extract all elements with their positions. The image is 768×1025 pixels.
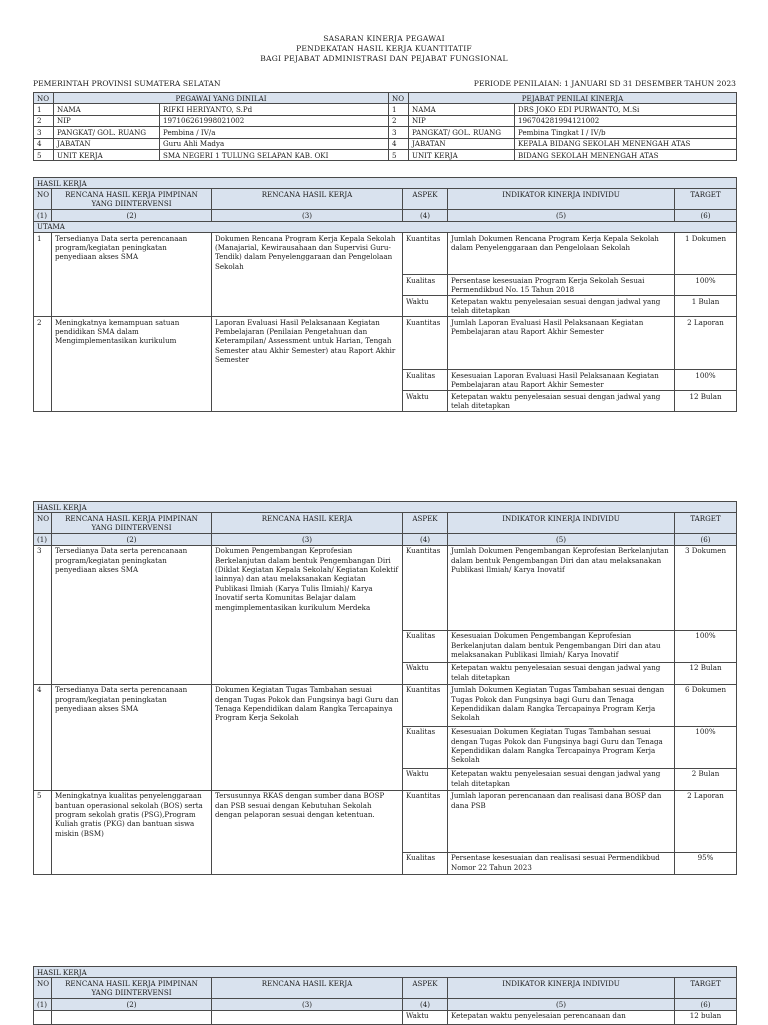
- row-label: JABATAN: [409, 138, 515, 149]
- item-rencana: Laporan Evaluasi Hasil Pelaksanaan Kegiatan Pembelajaran (Penilaian Pengetahuan dan Keterampilan/ Assessment untuk Harian, Tengah Semester atau Akhir Semester) atau Raport Akhir Semester: [212, 317, 403, 412]
- hasil-kerja-table-3: [33, 966, 737, 1025]
- col-aspek-header: ASPEK: [403, 513, 448, 534]
- column-number: (3): [212, 210, 403, 221]
- item-rencana: Dokumen Pengembangan Keprofesian Berkelanjutan dalam bentuk Pengembangan Diri (Diklat Kegiatan Kepala Sekolah/ Kegiatan Kolektif lainnya) dan atau melaksanakan Kegiatan Publikasi Ilmiah (Karya Tulis Ilmiah)/ Karya Inovatif serta Komunitas Belajar dalam mengimplementasikan kurikulum Merdeka: [212, 545, 403, 684]
- column-number: (3): [212, 999, 403, 1010]
- hasil-kerja-section-row: [34, 178, 737, 189]
- column-number: (1): [34, 210, 52, 221]
- item-target: 2 Bulan: [675, 768, 737, 790]
- item-indikator: Persentase kesesuaian dan realisasi sesuai Permendikbud Nomor 22 Tahun 2023: [448, 852, 675, 874]
- pegawai-row: [34, 138, 737, 149]
- row-no: 4: [34, 138, 54, 149]
- row-value: KEPALA BIDANG SEKOLAH MENENGAH ATAS: [515, 138, 737, 149]
- item-target: 100%: [675, 370, 737, 391]
- utama-section-row: [34, 221, 737, 232]
- item-rencana: Dokumen Kegiatan Tugas Tambahan sesuai dengan Tugas Pokok dan Fungsinya bagi Guru dan Tenaga Kependidikan dalam Rangka Tercapainya Program Kerja Sekolah: [212, 684, 403, 790]
- item-target: 100%: [675, 726, 737, 768]
- col-rencana-header: RENCANA HASIL KERJA: [212, 189, 403, 210]
- item-target: 12 Bulan: [675, 662, 737, 684]
- item-number: 3: [34, 545, 52, 684]
- item-target: 12 bulan: [675, 1010, 737, 1024]
- hasil-kerja-header-row: [34, 513, 737, 534]
- item-aspek: Waktu: [403, 1010, 448, 1024]
- hasil-kerja-title: HASIL KERJA: [34, 502, 737, 513]
- hasil-kerja-title: HASIL KERJA: [34, 967, 737, 978]
- utama-label: UTAMA: [34, 221, 737, 232]
- item-aspek: Kualitas: [403, 630, 448, 662]
- item-number: 4: [34, 684, 52, 790]
- row-value: RIFKI HERIYANTO, S.Pd: [160, 104, 389, 115]
- item-aspek: Waktu: [403, 391, 448, 412]
- column-number: (5): [448, 210, 675, 221]
- item-target: 1 Dokumen: [675, 233, 737, 275]
- table-row: [34, 684, 737, 726]
- col-aspek-header: ASPEK: [403, 189, 448, 210]
- item-indikator: Ketepatan waktu penyelesaian sesuai dengan jadwal yang telah ditetapkan: [448, 768, 675, 790]
- item-target: 12 Bulan: [675, 391, 737, 412]
- col-target-header: TARGET: [675, 189, 737, 210]
- item-target: 100%: [675, 630, 737, 662]
- row-no: 5: [389, 150, 409, 161]
- col-target-header: TARGET: [675, 978, 737, 999]
- item-indikator: Kesesuaian Dokumen Pengembangan Keprofesian Berkelanjutan dalam bentuk Pengembangan Diri dan atau melaksanakan Publikasi Ilmiah/ Karya Inovatif: [448, 630, 675, 662]
- item-aspek: Kualitas: [403, 852, 448, 874]
- table-row: [34, 545, 737, 630]
- row-no: 3: [389, 127, 409, 138]
- item-number: 2: [34, 317, 52, 412]
- row-label: PANGKAT/ GOL. RUANG: [409, 127, 515, 138]
- item-target: 2 Laporan: [675, 790, 737, 852]
- hasil-kerja-header-row: [34, 978, 737, 999]
- row-label: NIP: [54, 115, 160, 126]
- pegawai-table: [33, 92, 737, 161]
- row-label: PANGKAT/ GOL. RUANG: [54, 127, 160, 138]
- item-rencana: Tersusunnya RKAS dengan sumber dana BOSP dan PSB sesuai dengan Kebutuhan Sekolah dengan pelaporan sesuai dengan ketentuan.: [212, 790, 403, 874]
- hasil-kerja-table-1: [33, 177, 737, 412]
- row-no: 4: [389, 138, 409, 149]
- item-indikator: Ketepatan waktu penyelesaian sesuai dengan jadwal yang telah ditetapkan: [448, 662, 675, 684]
- column-number: (3): [212, 534, 403, 545]
- row-label: UNIT KERJA: [54, 150, 160, 161]
- item-aspek: Kuantitas: [403, 684, 448, 726]
- hasil-kerja-section-row: [34, 967, 737, 978]
- doc-title-2: PENDEKATAN HASIL KERJA KUANTITATIF: [296, 44, 472, 53]
- item-target: 2 Laporan: [675, 317, 737, 370]
- column-number-row: [34, 534, 737, 545]
- table-row: [34, 1010, 737, 1024]
- item-indikator: Kesesuaian Laporan Evaluasi Hasil Pelaksanaan Kegiatan Pembelajaran atau Raport Akhir Semester: [448, 370, 675, 391]
- item-rencana: [212, 1010, 403, 1024]
- column-number: (2): [52, 210, 212, 221]
- item-indikator: Ketepatan waktu penyelesaian perencanaan dan: [448, 1010, 675, 1024]
- col-target-header: TARGET: [675, 513, 737, 534]
- table-row: [34, 790, 737, 852]
- column-number: (6): [675, 210, 737, 221]
- item-target: 6 Dokumen: [675, 684, 737, 726]
- col-indikator-header: INDIKATOR KINERJA INDIVIDU: [448, 513, 675, 534]
- item-pimpinan: Meningkatnya kualitas penyelenggaraan bantuan operasional sekolah (BOS) serta program sekolah gratis (PSG),Program Kuliah gratis (PKG) dan bantuan siswa miskin (BSM): [52, 790, 212, 874]
- col-indikator-header: INDIKATOR KINERJA INDIVIDU: [448, 978, 675, 999]
- item-indikator: Jumlah laporan perencanaan dan realisasi dana BOSP dan dana PSB: [448, 790, 675, 852]
- column-number: (4): [403, 210, 448, 221]
- hasil-kerja-table-2: [33, 501, 737, 875]
- row-value: DRS JOKO EDI PURWANTO, M.Si: [515, 104, 737, 115]
- no-header-2: NO: [389, 93, 409, 104]
- row-value: Pembina / IV/a: [160, 127, 389, 138]
- item-aspek: Kuantitas: [403, 233, 448, 275]
- row-value: BIDANG SEKOLAH MENENGAH ATAS: [515, 150, 737, 161]
- item-pimpinan: Tersedianya Data serta perencanaan program/kegiatan peningkatan penyediaan akses SMA: [52, 233, 212, 317]
- row-label: UNIT KERJA: [409, 150, 515, 161]
- item-target: 95%: [675, 852, 737, 874]
- row-value: Pembina Tingkat I / IV/b: [515, 127, 737, 138]
- col-no-header: NO: [34, 978, 52, 999]
- doc-title-1: SASARAN KINERJA PEGAWAI: [323, 34, 445, 43]
- item-indikator: Jumlah Dokumen Rencana Program Kerja Kepala Sekolah dalam Penyelenggaraan dan Pengelolaan Sekolah: [448, 233, 675, 275]
- column-number: (6): [675, 999, 737, 1010]
- item-aspek: Waktu: [403, 296, 448, 317]
- doc-title-3: BAGI PEJABAT ADMINISTRASI DAN PEJABAT FUNGSIONAL: [260, 54, 508, 63]
- table-row: [34, 233, 737, 275]
- column-number: (4): [403, 999, 448, 1010]
- pegawai-row: [34, 127, 737, 138]
- item-indikator: Jumlah Dokumen Kegiatan Tugas Tambahan sesuai dengan Tugas Pokok dan Fungsinya bagi Guru dan Tenaga Kependidikan dalam Rangka Tercapainya Program Kerja Sekolah: [448, 684, 675, 726]
- pegawai-row: [34, 150, 737, 161]
- row-value: SMA NEGERI 1 TULUNG SELAPAN KAB. OKI: [160, 150, 389, 161]
- penilai-header: PEJABAT PENILAI KINERJA: [409, 93, 737, 104]
- row-no: 3: [34, 127, 54, 138]
- dinilai-header: PEGAWAI YANG DINILAI: [54, 93, 389, 104]
- pegawai-row: [34, 104, 737, 115]
- item-target: 100%: [675, 275, 737, 296]
- row-no: 1: [34, 104, 54, 115]
- item-indikator: Ketepatan waktu penyelesaian sesuai dengan jadwal yang telah ditetapkan: [448, 391, 675, 412]
- row-label: NAMA: [54, 104, 160, 115]
- item-number: 1: [34, 233, 52, 317]
- item-indikator: Ketepatan waktu penyelesaian sesuai dengan jadwal yang telah ditetapkan: [448, 296, 675, 317]
- no-header: NO: [34, 93, 54, 104]
- col-no-header: NO: [34, 189, 52, 210]
- item-indikator: Persentase kesesuaian Program Kerja Sekolah Sesuai Permendikbud No. 15 Tahun 2018: [448, 275, 675, 296]
- item-target: 1 Bulan: [675, 296, 737, 317]
- col-pimpinan-header: RENCANA HASIL KERJA PIMPINAN YANG DIINTERVENSI: [52, 978, 212, 999]
- row-value: Guru Ahli Madya: [160, 138, 389, 149]
- column-number: (2): [52, 534, 212, 545]
- item-pimpinan: Meningkatnya kemampuan satuan pendidikan SMA dalam Mengimplementasikan kurikulum: [52, 317, 212, 412]
- item-pimpinan: [52, 1010, 212, 1024]
- col-no-header: NO: [34, 513, 52, 534]
- item-aspek: Kualitas: [403, 275, 448, 296]
- column-number: (5): [448, 534, 675, 545]
- row-no: 2: [389, 115, 409, 126]
- item-aspek: Kuantitas: [403, 790, 448, 852]
- column-number: (2): [52, 999, 212, 1010]
- row-label: NAMA: [409, 104, 515, 115]
- periode-label: PERIODE PENILAIAN: 1 JANUARI SD 31 DESEMBER TAHUN 2023: [473, 79, 736, 88]
- column-number: (4): [403, 534, 448, 545]
- column-number: (5): [448, 999, 675, 1010]
- item-aspek: Kuantitas: [403, 545, 448, 630]
- item-aspek: Waktu: [403, 662, 448, 684]
- hasil-kerja-section-row: [34, 502, 737, 513]
- item-number: 5: [34, 790, 52, 874]
- instansi-label: PEMERINTAH PROVINSI SUMATERA SELATAN: [33, 79, 221, 88]
- column-number-row: [34, 999, 737, 1010]
- item-indikator: Jumlah Dokumen Pengembangan Keprofesian Berkelanjutan dalam bentuk Pengembangan Diri dan atau melaksanakan Publikasi Ilmiah/ Karya Inovatif: [448, 545, 675, 630]
- item-aspek: Kualitas: [403, 370, 448, 391]
- table-row: [34, 317, 737, 370]
- col-aspek-header: ASPEK: [403, 978, 448, 999]
- row-value: 197106261998021002: [160, 115, 389, 126]
- item-pimpinan: Tersedianya Data serta perencanaan program/kegiatan peningkatan penyediaan akses SMA: [52, 684, 212, 790]
- item-indikator: Jumlah Laporan Evaluasi Hasil Pelaksanaan Kegiatan Pembelajaran atau Raport Akhir Semester: [448, 317, 675, 370]
- hasil-kerja-header-row: [34, 189, 737, 210]
- item-rencana: Dokumen Rencana Program Kerja Kepala Sekolah (Manajarial, Kewirausahaan dan Supervisi Guru-Tendik) dalam Penyelenggaraan dan Pengelolaan Sekolah: [212, 233, 403, 317]
- col-rencana-header: RENCANA HASIL KERJA: [212, 978, 403, 999]
- item-aspek: Kuantitas: [403, 317, 448, 370]
- col-rencana-header: RENCANA HASIL KERJA: [212, 513, 403, 534]
- row-value: 196704281994121002: [515, 115, 737, 126]
- pegawai-header-row: [34, 93, 737, 104]
- column-number: (1): [34, 534, 52, 545]
- row-no: 5: [34, 150, 54, 161]
- column-number: (6): [675, 534, 737, 545]
- pegawai-row: [34, 115, 737, 126]
- hasil-kerja-title: HASIL KERJA: [34, 178, 737, 189]
- item-aspek: Kualitas: [403, 726, 448, 768]
- row-label: NIP: [409, 115, 515, 126]
- col-pimpinan-header: RENCANA HASIL KERJA PIMPINAN YANG DIINTERVENSI: [52, 513, 212, 534]
- row-no: 1: [389, 104, 409, 115]
- item-pimpinan: Tersedianya Data serta perencanaan program/kegiatan peningkatan penyediaan akses SMA: [52, 545, 212, 684]
- column-number-row: [34, 210, 737, 221]
- col-pimpinan-header: RENCANA HASIL KERJA PIMPINAN YANG DIINTERVENSI: [52, 189, 212, 210]
- row-no: 2: [34, 115, 54, 126]
- row-label: JABATAN: [54, 138, 160, 149]
- item-target: 3 Dokumen: [675, 545, 737, 630]
- item-indikator: Kesesuaian Dokumen Kegiatan Tugas Tambahan sesuai dengan Tugas Pokok dan Fungsinya bagi Guru dan Tenaga Kependidikan dalam Rangka Tercapainya Program Kerja Sekolah: [448, 726, 675, 768]
- item-number: [34, 1010, 52, 1024]
- col-indikator-header: INDIKATOR KINERJA INDIVIDU: [448, 189, 675, 210]
- item-aspek: Waktu: [403, 768, 448, 790]
- column-number: (1): [34, 999, 52, 1010]
